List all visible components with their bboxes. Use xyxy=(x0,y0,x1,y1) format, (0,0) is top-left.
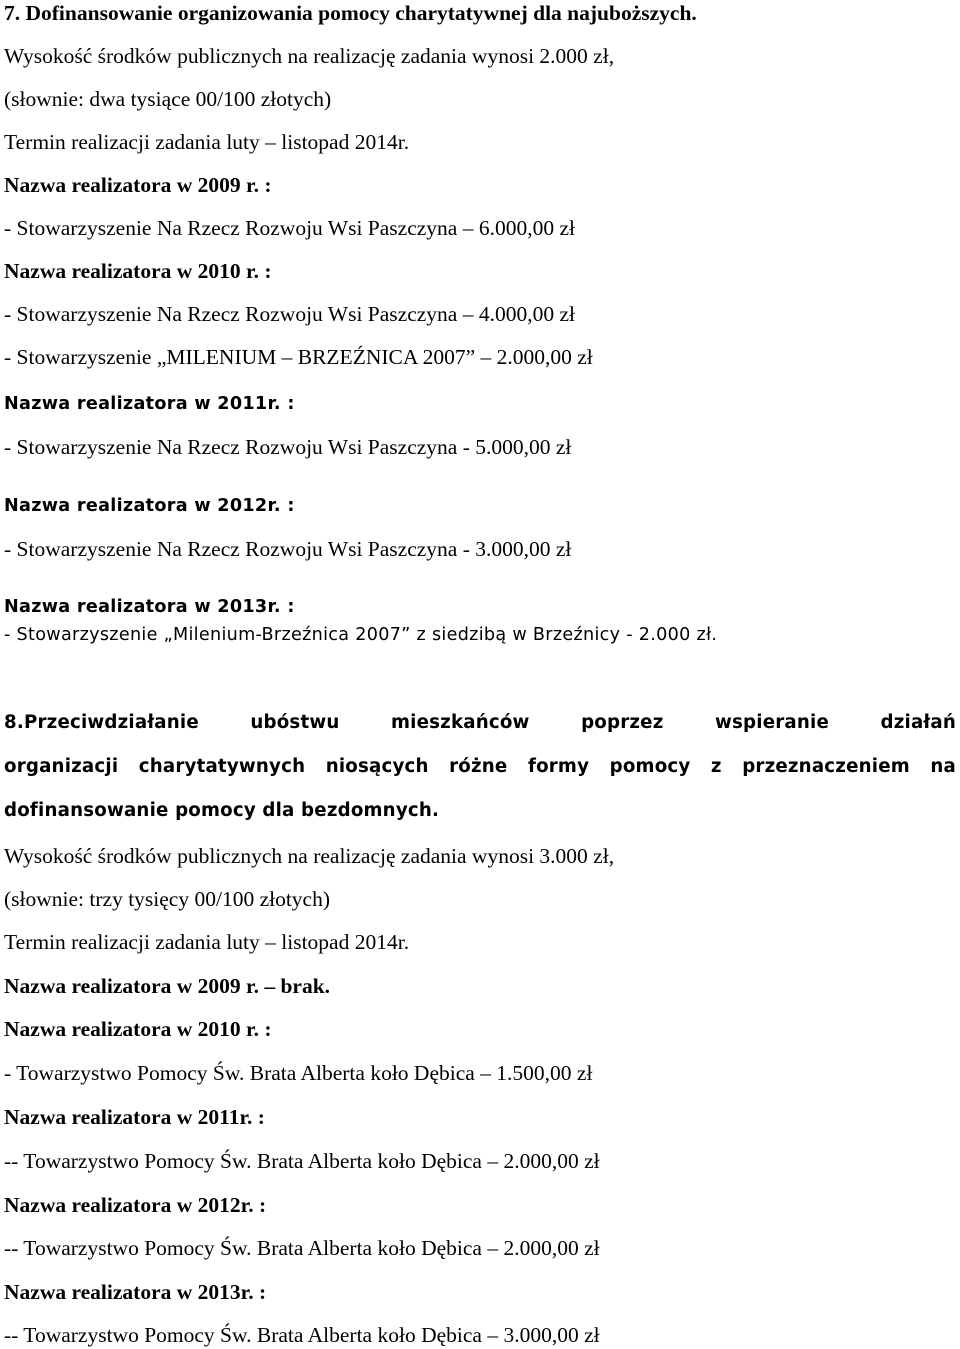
section8-year-2013-entry: -- Towarzystwo Pomocy Św. Brata Alberta koło Dębica – 3.000,00 zł xyxy=(4,1323,600,1347)
section8-deadline: Termin realizacji zadania luty – listopad 2014r. xyxy=(4,930,410,954)
section7-year-2011-entry: - Stowarzyszenie Na Rzecz Rozwoju Wsi Paszczyna - 5.000,00 zł xyxy=(4,435,572,459)
section8-year-2009-label: Nazwa realizatora w 2009 r. – brak. xyxy=(4,974,331,998)
section8-heading-line-3: dofinansowanie pomocy dla bezdomnych. xyxy=(4,800,440,821)
section7-year-2009-entry: - Stowarzyszenie Na Rzecz Rozwoju Wsi Paszczyna – 6.000,00 zł xyxy=(4,216,575,240)
section7-year-2009-label: Nazwa realizatora w 2009 r. : xyxy=(4,173,272,197)
section8-heading-line-1: 8.Przeciwdziałanie ubóstwu mieszkańców poprzez wspieranie działań xyxy=(4,712,956,733)
section8-year-2012-label: Nazwa realizatora w 2012r. : xyxy=(4,1193,267,1217)
section7-heading: 7. Dofinansowanie organizowania pomocy charytatywnej dla najuboższych. xyxy=(4,1,697,25)
section8-funds: Wysokość środków publicznych na realizację zadania wynosi 3.000 zł, xyxy=(4,844,615,868)
section8-funds-words: (słownie: trzy tysięcy 00/100 złotych) xyxy=(4,887,331,911)
section7-year-2010-entry-2: - Stowarzyszenie „MILENIUM – BRZEŹNICA 2007” – 2.000,00 zł xyxy=(4,345,593,369)
section7-year-2012-label: Nazwa realizatora w 2012r. : xyxy=(4,496,295,516)
section7-year-2013-label: Nazwa realizatora w 2013r. : xyxy=(4,597,295,617)
section7-year-2013-entry: - Stowarzyszenie „Milenium-Brzeźnica 2007” z siedzibą w Brzeźnicy - 2.000 zł. xyxy=(4,625,718,645)
section8-year-2011-entry: -- Towarzystwo Pomocy Św. Brata Alberta koło Dębica – 2.000,00 zł xyxy=(4,1149,600,1173)
section8-year-2012-entry: -- Towarzystwo Pomocy Św. Brata Alberta koło Dębica – 2.000,00 zł xyxy=(4,1236,600,1260)
section7-year-2012-entry: - Stowarzyszenie Na Rzecz Rozwoju Wsi Paszczyna - 3.000,00 zł xyxy=(4,537,572,561)
section8-year-2010-entry: - Towarzystwo Pomocy Św. Brata Alberta koło Dębica – 1.500,00 zł xyxy=(4,1061,593,1085)
section7-year-2010-entry-1: - Stowarzyszenie Na Rzecz Rozwoju Wsi Paszczyna – 4.000,00 zł xyxy=(4,302,575,326)
section8-year-2010-label: Nazwa realizatora w 2010 r. : xyxy=(4,1017,272,1041)
section8-year-2013-label: Nazwa realizatora w 2013r. : xyxy=(4,1280,267,1304)
section8-heading-line-2: organizacji charytatywnych niosących różne formy pomocy z przeznaczeniem na xyxy=(4,756,956,777)
section7-year-2011-label: Nazwa realizatora w 2011r. : xyxy=(4,394,295,414)
section8-year-2011-label: Nazwa realizatora w 2011r. : xyxy=(4,1105,265,1129)
section7-funds-words: (słownie: dwa tysiące 00/100 złotych) xyxy=(4,87,332,111)
section7-deadline: Termin realizacji zadania luty – listopad 2014r. xyxy=(4,130,410,154)
section7-funds: Wysokość środków publicznych na realizację zadania wynosi 2.000 zł, xyxy=(4,44,615,68)
section7-year-2010-label: Nazwa realizatora w 2010 r. : xyxy=(4,259,272,283)
